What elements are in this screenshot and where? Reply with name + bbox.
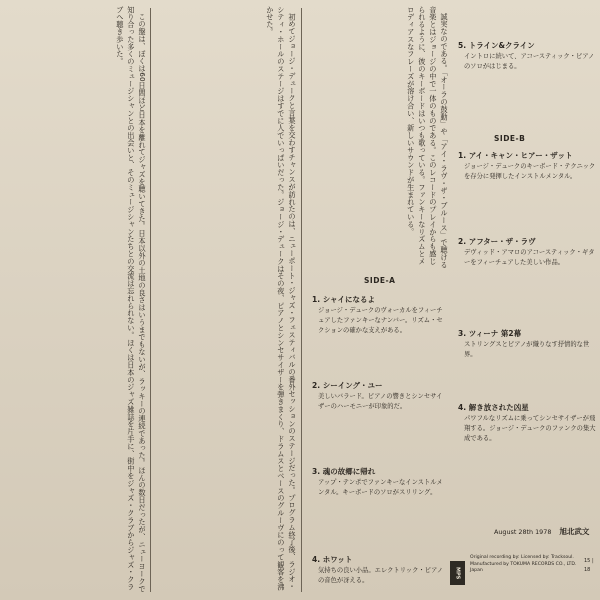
track-description: 気持ちの良い小品。エレクトリック・ピアノの音色が冴える。 [318,567,444,584]
track-description: ストリングスとピアノが織りなす抒情的な世界。 [464,341,590,358]
track-name: トライン&クライン [468,41,535,50]
track-title [312,294,375,305]
liner-notes-column-1 [8,6,148,594]
track-title [312,554,352,565]
catalog-number: 15 | 18 [584,558,594,573]
track-number: 4. [458,403,467,412]
track-number: 3. [312,467,321,476]
track-title [312,380,383,391]
track-description: ジョージ・デュークのヴォーカルをフィーチュアしたファンキーなナンバー。リズム・セクションの確かな支えがある。 [318,307,443,334]
track-title [458,328,521,339]
track-title [458,236,536,247]
track-name: シーイング・ユー [322,381,383,390]
liner-notes-text: 初めてジョージ・デュークと言葉を交わすチャンスが訪れたのは、ニューポート・ジャズ・フェスティバルの番外セッションのステージだった。プログラム終了後、ラジオ・シティ・ホールのステージはすでに人でいっぱいだった。ジョージ・デュークはその夜、ピアノとシンセサイザーを弾きまくり、ドラムスとベースのグルーヴにのって観客を沸かせた。 [265,6,297,591]
track-description: パワフルなリズムに乗ってシンセサイザーが飛翔する。ジョージ・デュークのファンクの集大成である。 [464,415,596,442]
track-name: ツィーナ 第2幕 [468,329,522,338]
liner-notes-column-2 [156,6,298,594]
track-description: アップ・テンポでファンキーなインストルメンタル。キーボードのソロがスリリング。 [318,479,443,496]
track-name: 魂の故郷に帰れ [322,467,376,476]
track-number: 2. [312,381,321,390]
track-description: デヴィッド・アマロのアコースティック・ギターをフィーチュアした美しい作品。 [464,249,595,266]
liner-notes-text: この盤は、ぼくは60日間ほど日本を離れてジャズを聴いてきた。日本以外の土地の良さはいうまでもないが、ラッキーの連続であった。ほんの数日だったが、ニューヨークで知り合った多くのミュージシャンとの出会いと、そのミュージシャンたちとの交流は忘れられない。ほくは日本のジャズ雑誌を片手に、街中をジャズ・クラブからジャズ・クラブへ聴き歩いた。 [115,6,147,593]
track-title [312,466,375,477]
liner-notes-text: 誠実なのである。「オーラの鼓動」や「アイ・ラヴ・ザ・ブルース」で聴ける音楽とはジョージの中で一体のものである。このレコードのプレイからも感じられるように、彼のキーボードはいつも歌っている。ファンキーなリズムとメロディアスなフレーズが溶け合い、新しいサウンドが生まれている。 [406,6,449,269]
signature-date: August 28th 1978 [494,528,552,536]
label-logo: MPS [450,561,465,585]
column-divider [150,8,151,592]
liner-notes-column-3 [306,6,450,270]
track-number: 4. [312,555,321,564]
track-name: アイ・キャン・ヒアー・ザット [468,151,573,160]
side-a-block [304,276,452,596]
side-b-label: SIDE-B [494,134,526,143]
track-number: 2. [458,237,467,246]
track-title [458,402,529,413]
side-a-label: SIDE-A [364,276,396,285]
track-number: 5. [458,41,467,50]
credit-text: Original recording by: Licensed by: Tracksoul. Manufactured by TOKUMA RECORDS CO., LTD. Japan [470,555,577,574]
track-description: イントロに続いて、アコースティック・ピアノのソロがはじまる。 [464,53,595,70]
signature-name: 旭北武文 [559,527,590,536]
track-title [458,150,573,161]
side-b-block [458,10,598,595]
signature [494,526,589,537]
track-number: 1. [458,151,467,160]
track-number: 1. [312,295,321,304]
track-title [458,40,535,51]
track-name: 解き放された凶星 [468,403,529,412]
track-name: ホワット [322,555,353,564]
track-description: ジョージ・デュークのキーボード・テクニックを存分に発揮したインストルメンタル。 [464,163,596,180]
credits-block [450,555,596,593]
track-name: アフター・ザ・ラヴ [468,237,536,246]
track-description: 美しいバラード。ピアノの響きとシンセサイザーのハーモニーが印象的だ。 [318,393,443,410]
track-number: 3. [458,329,467,338]
track-name: シャイになるよ [322,295,376,304]
column-divider [301,8,302,592]
